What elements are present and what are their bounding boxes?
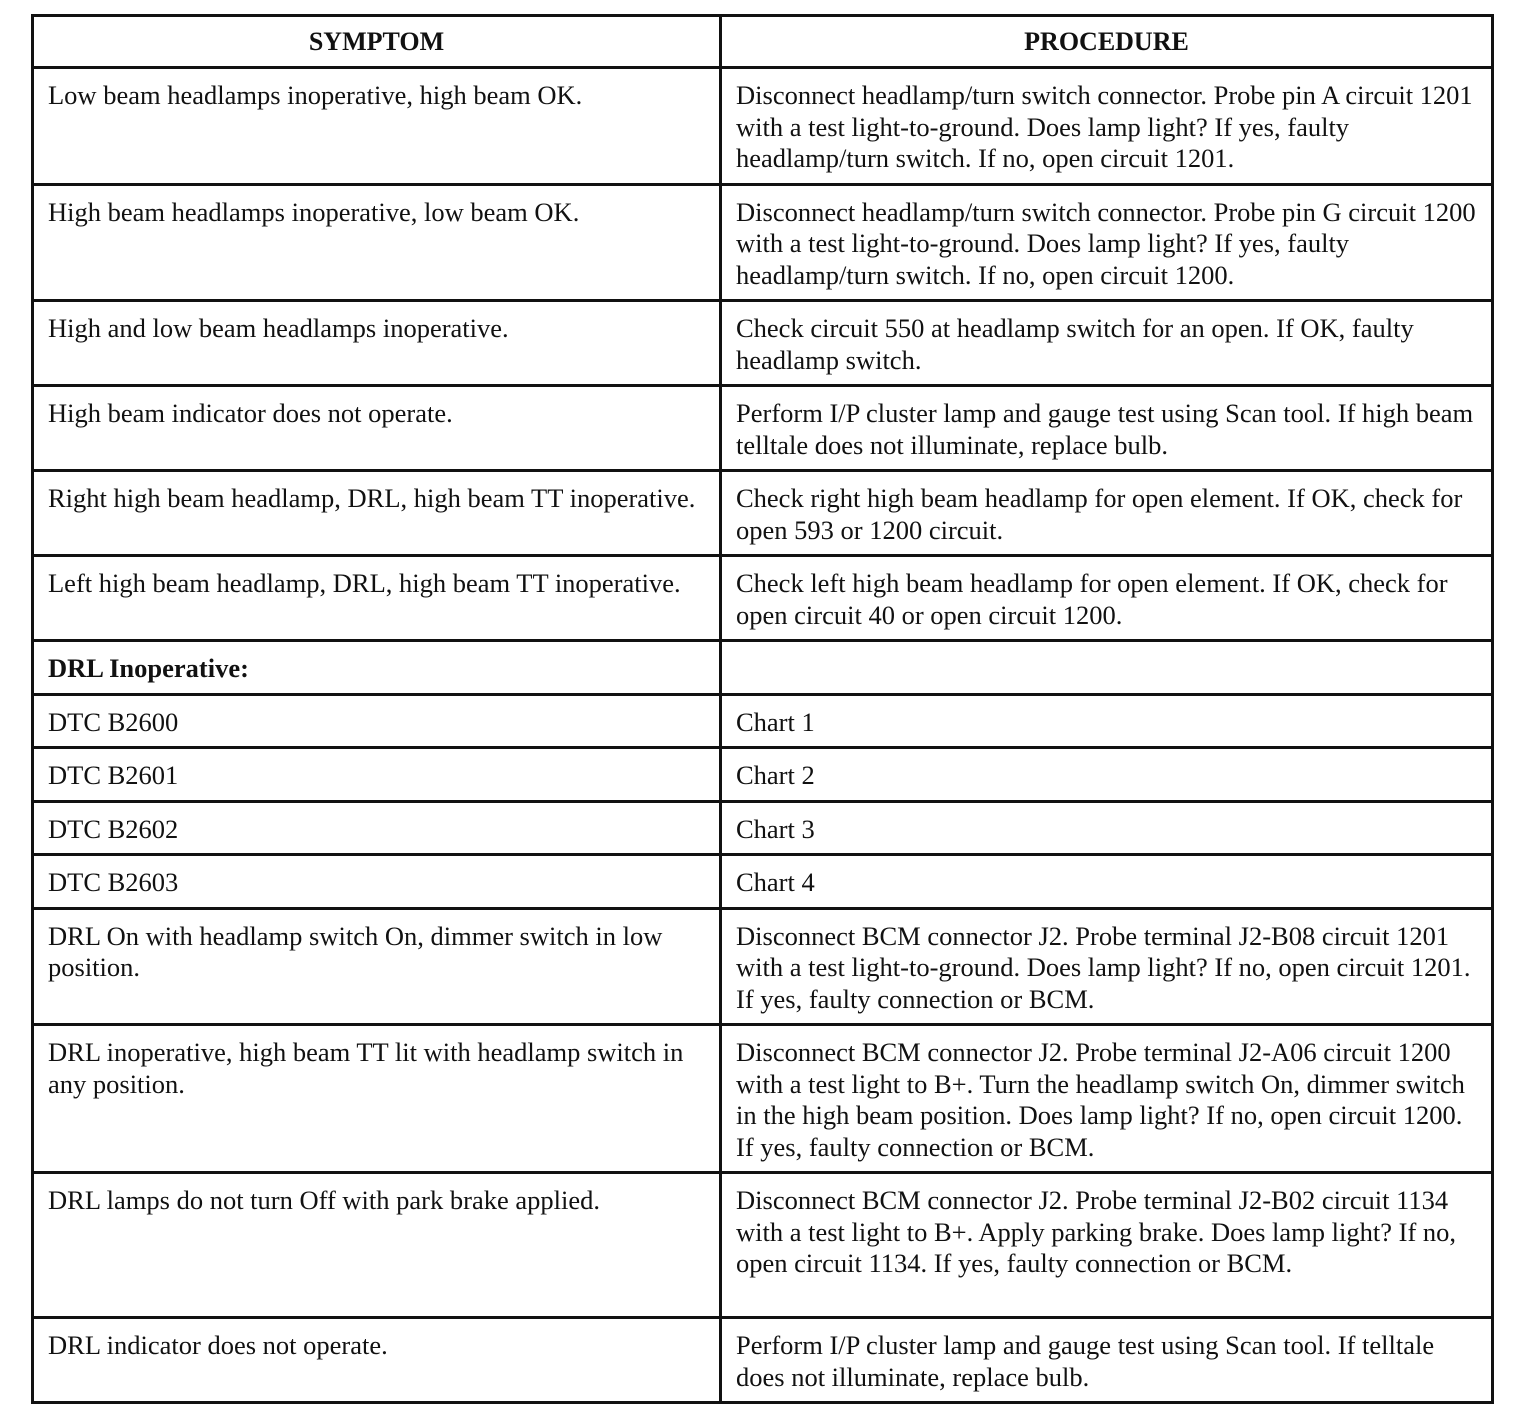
procedure-cell: Chart 4 xyxy=(721,855,1493,909)
symptom-cell: DTC B2600 xyxy=(33,694,721,748)
procedure-cell: Disconnect headlamp/turn switch connector. Probe pin G circuit 1200 with a test light-to-ground. Does lamp light? If yes, faulty headlamp/turn switch. If no, open circuit 1200. xyxy=(721,184,1493,301)
header-row xyxy=(33,16,1493,68)
table-row xyxy=(33,471,1493,556)
symptom-cell: DRL On with headlamp switch On, dimmer switch in low position. xyxy=(33,908,721,1025)
procedure-cell: Chart 2 xyxy=(721,748,1493,802)
table-row xyxy=(33,855,1493,909)
procedure-cell: Disconnect BCM connector J2. Probe terminal J2-A06 circuit 1200 with a test light to B+. Turn the headlamp switch On, dimmer switch in the high beam position. Does lamp light? If no, open circuit 1200. If yes, faulty connection or BCM. xyxy=(721,1025,1493,1173)
table-row xyxy=(33,694,1493,748)
table-row xyxy=(33,386,1493,471)
symptom-cell: Low beam headlamps inoperative, high beam OK. xyxy=(33,68,721,185)
symptom-cell: DRL lamps do not turn Off with park brake applied. xyxy=(33,1173,721,1318)
procedure-cell: Disconnect BCM connector J2. Probe terminal J2-B08 circuit 1201 with a test light-to-ground. Does lamp light? If no, open circuit 1201. If yes, faulty connection or BCM. xyxy=(721,908,1493,1025)
procedure-cell: Disconnect BCM connector J2. Probe terminal J2-B02 circuit 1134 with a test light to B+. Apply parking brake. Does lamp light? If no, open circuit 1134. If yes, faulty connection or BCM. xyxy=(721,1173,1493,1318)
procedure-cell: Check circuit 550 at headlamp switch for an open. If OK, faulty headlamp switch. xyxy=(721,301,1493,386)
procedure-header: PROCEDURE xyxy=(721,16,1493,68)
symptom-cell: DRL inoperative, high beam TT lit with headlamp switch in any position. xyxy=(33,1025,721,1173)
procedure-cell: Chart 3 xyxy=(721,801,1493,855)
table-row xyxy=(33,801,1493,855)
table-row xyxy=(33,748,1493,802)
table-row xyxy=(33,68,1493,185)
table-row xyxy=(33,908,1493,1025)
procedure-cell: Perform I/P cluster lamp and gauge test using Scan tool. If telltale does not illuminate, replace bulb. xyxy=(721,1318,1493,1403)
procedure-cell: Disconnect headlamp/turn switch connector. Probe pin A circuit 1201 with a test light-to-ground. Does lamp light? If yes, faulty headlamp/turn switch. If no, open circuit 1201. xyxy=(721,68,1493,185)
procedure-cell: Check right high beam headlamp for open element. If OK, check for open 593 or 1200 circuit. xyxy=(721,471,1493,556)
procedure-cell: Chart 1 xyxy=(721,694,1493,748)
section-row xyxy=(33,641,1493,695)
diagnosis-table xyxy=(31,14,1494,1404)
procedure-cell xyxy=(721,641,1493,695)
section-heading: DRL Inoperative: xyxy=(33,641,721,695)
symptom-cell: Left high beam headlamp, DRL, high beam TT inoperative. xyxy=(33,556,721,641)
table-row xyxy=(33,301,1493,386)
table-row xyxy=(33,556,1493,641)
symptom-cell: High and low beam headlamps inoperative. xyxy=(33,301,721,386)
symptom-cell: High beam headlamps inoperative, low beam OK. xyxy=(33,184,721,301)
table-row xyxy=(33,1173,1493,1318)
symptom-header: SYMPTOM xyxy=(33,16,721,68)
symptom-cell: DRL indicator does not operate. xyxy=(33,1318,721,1403)
symptom-cell: High beam indicator does not operate. xyxy=(33,386,721,471)
symptom-cell: DTC B2602 xyxy=(33,801,721,855)
procedure-cell: Check left high beam headlamp for open element. If OK, check for open circuit 40 or open circuit 1200. xyxy=(721,556,1493,641)
symptom-cell: DTC B2601 xyxy=(33,748,721,802)
symptom-cell: Right high beam headlamp, DRL, high beam TT inoperative. xyxy=(33,471,721,556)
procedure-cell: Perform I/P cluster lamp and gauge test using Scan tool. If high beam telltale does not illuminate, replace bulb. xyxy=(721,386,1493,471)
symptom-cell: DTC B2603 xyxy=(33,855,721,909)
table-row xyxy=(33,1025,1493,1173)
table-row xyxy=(33,1318,1493,1403)
table-row xyxy=(33,184,1493,301)
